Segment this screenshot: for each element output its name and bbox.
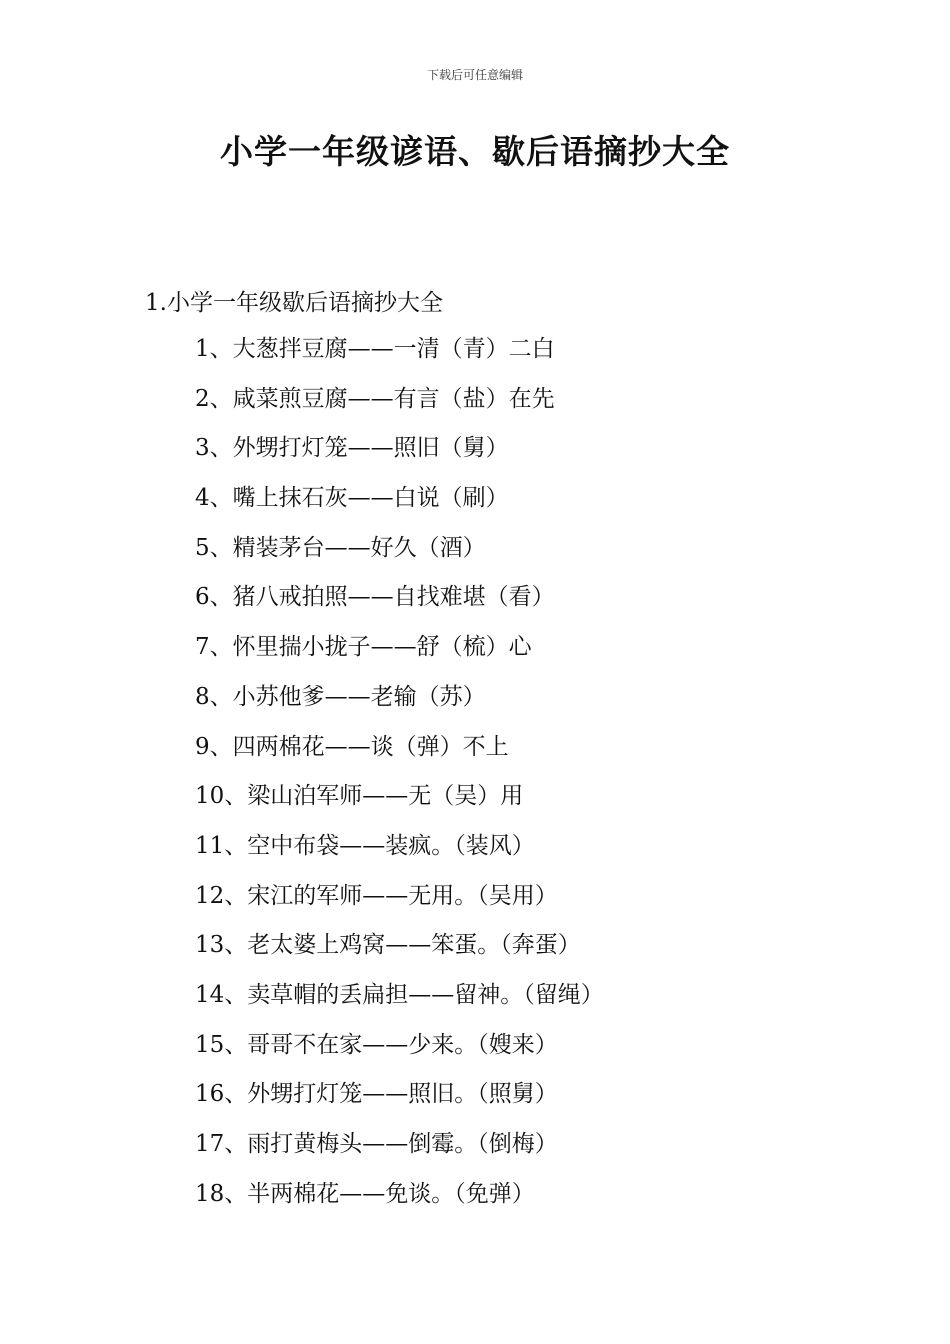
list-item: 17、雨打黄梅头——倒霉。（倒梅）: [195, 1131, 558, 1157]
list-item: 9、四两棉花——谈（弹）不上: [195, 733, 509, 760]
list-item: 10、梁山泊军师——无（吴）用: [195, 783, 524, 810]
list-item: 5、精装茅台——好久（酒）: [195, 534, 486, 561]
list-item: 13、老太婆上鸡窝——笨蛋。（奔蛋）: [195, 932, 581, 959]
list-item: 12、宋江的军师——无用。（吴用）: [195, 882, 558, 909]
list-item: 16、外甥打灯笼——照旧。（照舅）: [195, 1081, 558, 1108]
list-item: 6、猪八戒拍照——自找难堪（看）: [195, 584, 555, 611]
header-note: 下载后可任意编辑: [426, 68, 523, 82]
list-item: 14、卖草帽的丢扁担——留神。（留绳）: [195, 981, 604, 1008]
list-item: 1、大葱拌豆腐——一清（青）二白: [195, 336, 555, 362]
document-title: 小学一年级谚语、歇后语摘抄大全: [220, 132, 730, 171]
list-item: 7、怀里揣小拢子——舒（梳）心: [195, 634, 532, 661]
list-item: 15、哥哥不在家——少来。（嫂来）: [195, 1031, 558, 1058]
list-item: 18、半两棉花——免谈。（免弹）: [195, 1180, 535, 1207]
proverb-list: [195, 334, 604, 1228]
list-item: 3、外甥打灯笼——照旧（舅）: [195, 435, 509, 462]
list-item: 2、咸菜煎豆腐——有言（盐）在先: [195, 385, 555, 412]
list-item: 11、空中布袋——装疯。（装风）: [195, 832, 535, 859]
list-item: 8、小苏他爹——老输（苏）: [195, 683, 486, 710]
section-heading: 1.小学一年级歇后语摘抄大全: [145, 290, 443, 316]
list-item: 4、嘴上抹石灰——白说（刷）: [195, 485, 509, 512]
